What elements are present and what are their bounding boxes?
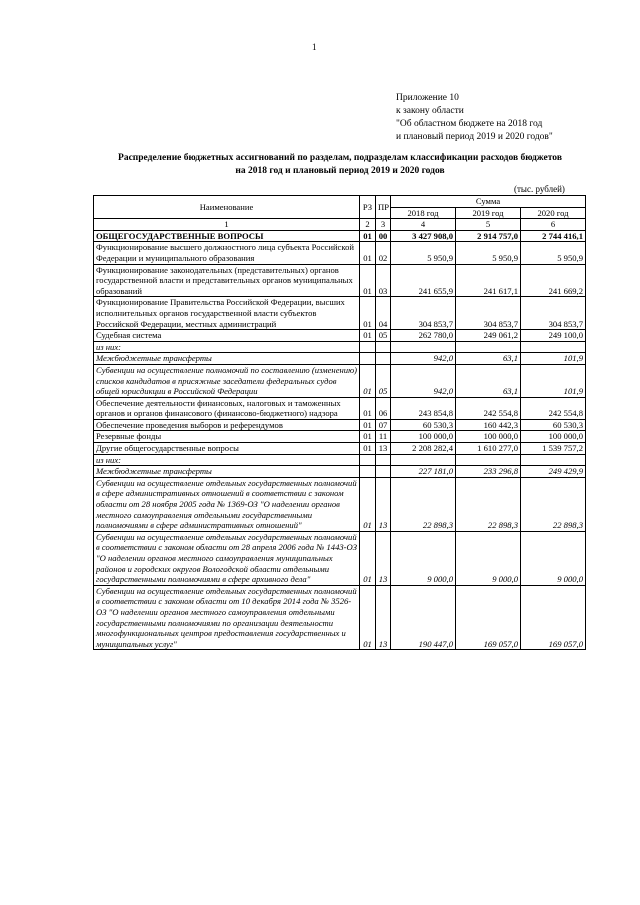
header-sum: Сумма [391, 196, 586, 208]
row-rz: 01 [360, 297, 376, 330]
row-value-2018: 100 000,0 [391, 431, 456, 443]
row-name: Межбюджетные трансферты [94, 353, 360, 365]
row-pr: 00 [376, 230, 391, 242]
row-value-2020 [521, 341, 586, 353]
row-value-2018 [391, 341, 456, 353]
row-value-2019: 63,1 [456, 364, 521, 397]
table-row [94, 364, 586, 397]
row-pr: 11 [376, 431, 391, 443]
table-row [94, 341, 586, 353]
row-value-2019: 242 554,8 [456, 397, 521, 419]
row-value-2020: 241 669,2 [521, 264, 586, 297]
row-value-2019 [456, 341, 521, 353]
header-rz: РЗ [360, 196, 376, 219]
row-pr [376, 466, 391, 478]
row-value-2020: 249 100,0 [521, 330, 586, 342]
table-row [94, 431, 586, 443]
row-pr: 02 [376, 242, 391, 264]
header-year-2019: 2019 год [456, 207, 521, 219]
table-row [94, 330, 586, 342]
row-value-2019: 9 000,0 [456, 531, 521, 585]
index-cell: 6 [521, 219, 586, 231]
row-rz: 01 [360, 477, 376, 531]
row-rz [360, 353, 376, 365]
row-name: Резервные фонды [94, 431, 360, 443]
row-rz: 01 [360, 230, 376, 242]
page-number: 1 [312, 42, 317, 52]
table-row [94, 585, 586, 650]
row-rz: 01 [360, 431, 376, 443]
row-pr: 04 [376, 297, 391, 330]
table-row [94, 477, 586, 531]
row-name: Обеспечение деятельности финансовых, налоговых и таможенных органов и органов финансового (финансово-бюджетного) надзора [94, 397, 360, 419]
row-value-2020 [521, 454, 586, 466]
row-pr [376, 353, 391, 365]
row-rz [360, 454, 376, 466]
row-value-2019: 1 610 277,0 [456, 443, 521, 455]
row-rz: 01 [360, 364, 376, 397]
annex-line: и плановый период 2019 и 2020 годов" [396, 132, 553, 142]
row-value-2019: 160 442,3 [456, 419, 521, 431]
row-name: Другие общегосударственные вопросы [94, 443, 360, 455]
row-rz: 01 [360, 330, 376, 342]
row-value-2020: 22 898,3 [521, 477, 586, 531]
table-row [94, 397, 586, 419]
row-name: Субвенции на осуществление отдельных государственных полномочий в сфере административных отношений в соответствии с законом области от 28 ноября 2005 года № 1369-ОЗ "О наделении органов местного самоуправления отдельными государственными полномочиями в сфере административных отношений" [94, 477, 360, 531]
row-name: из них: [94, 341, 360, 353]
annex-line: Приложение 10 [396, 93, 459, 103]
row-value-2018: 2 208 282,4 [391, 443, 456, 455]
row-value-2020: 2 744 416,1 [521, 230, 586, 242]
row-rz: 01 [360, 419, 376, 431]
document-title [60, 152, 620, 177]
row-value-2018: 262 780,0 [391, 330, 456, 342]
index-cell: 4 [391, 219, 456, 231]
row-pr: 07 [376, 419, 391, 431]
index-cell: 1 [94, 219, 360, 231]
row-value-2018 [391, 454, 456, 466]
annex-line: к закону области [396, 106, 464, 116]
row-value-2019: 100 000,0 [456, 431, 521, 443]
row-value-2020: 9 000,0 [521, 531, 586, 585]
table-row [94, 454, 586, 466]
row-pr: 05 [376, 330, 391, 342]
row-value-2020: 169 057,0 [521, 585, 586, 650]
row-value-2019: 22 898,3 [456, 477, 521, 531]
row-rz: 01 [360, 531, 376, 585]
table-row [94, 264, 586, 297]
row-name: Функционирование законодательных (представительных) органов государственной власти и представительных органов муниципальных образований [94, 264, 360, 297]
row-value-2019: 304 853,7 [456, 297, 521, 330]
row-name: Субвенции на осуществление отдельных государственных полномочий в соответствии с законом области от 28 апреля 2006 года № 1443-ОЗ "О наделении органов местного самоуправления муниципальных районов и городских округов Вологодской области отдельными государственными полномочиями в сфере архивного дела" [94, 531, 360, 585]
row-pr [376, 454, 391, 466]
row-value-2019: 5 950,9 [456, 242, 521, 264]
row-value-2020: 100 000,0 [521, 431, 586, 443]
row-pr: 13 [376, 531, 391, 585]
row-rz [360, 341, 376, 353]
units-label: (тыс. рублей) [514, 184, 565, 194]
row-name: Субвенции на осуществление отдельных государственных полномочий в соответствии с законом области от 10 декабря 2014 года № 3526-ОЗ "О наделении органов местного самоуправления отдельными государственными полномочиями по организации деятельности многофункциональных центров предоставления государственных и муниципальных услуг" [94, 585, 360, 650]
row-value-2019: 249 061,2 [456, 330, 521, 342]
row-value-2019: 233 296,8 [456, 466, 521, 478]
row-value-2020: 1 539 757,2 [521, 443, 586, 455]
row-value-2018: 942,0 [391, 364, 456, 397]
row-value-2018: 942,0 [391, 353, 456, 365]
row-value-2020: 304 853,7 [521, 297, 586, 330]
row-name: Обеспечение проведения выборов и референдумов [94, 419, 360, 431]
row-value-2020: 249 429,9 [521, 466, 586, 478]
header-year-2018: 2018 год [391, 207, 456, 219]
index-cell: 2 [360, 219, 376, 231]
row-value-2018: 5 950,9 [391, 242, 456, 264]
row-value-2018: 190 447,0 [391, 585, 456, 650]
row-rz: 01 [360, 397, 376, 419]
row-pr: 13 [376, 585, 391, 650]
row-rz: 01 [360, 264, 376, 297]
table-row [94, 419, 586, 431]
index-cell: 3 [376, 219, 391, 231]
table-row [94, 466, 586, 478]
annex-line: "Об областном бюджете на 2018 год [396, 119, 543, 129]
row-value-2020: 5 950,9 [521, 242, 586, 264]
row-value-2018: 243 854,8 [391, 397, 456, 419]
header-name: Наименование [94, 196, 360, 219]
row-pr: 13 [376, 443, 391, 455]
row-value-2020: 101,9 [521, 353, 586, 365]
row-value-2018: 241 655,9 [391, 264, 456, 297]
title-line: на 2018 год и плановый период 2019 и 2020 годов [235, 165, 445, 176]
header-pr: ПР [376, 196, 391, 219]
row-name: Функционирование высшего должностного лица субъекта Российской Федерации и муниципального образования [94, 242, 360, 264]
table-row [94, 230, 586, 242]
row-value-2018: 227 181,0 [391, 466, 456, 478]
row-rz: 01 [360, 443, 376, 455]
row-value-2018: 60 530,3 [391, 419, 456, 431]
row-value-2019: 63,1 [456, 353, 521, 365]
row-name: Функционирование Правительства Российской Федерации, высших исполнительных органов государственной власти субъектов Российской Федерации, местных администраций [94, 297, 360, 330]
row-pr [376, 341, 391, 353]
annex-block [396, 92, 553, 144]
row-pr: 06 [376, 397, 391, 419]
budget-table [93, 195, 586, 650]
row-name: Субвенции на осуществление полномочий по составлению (изменению) списков кандидатов в присяжные заседатели федеральных судов общей юрисдикции в Российской Федерации [94, 364, 360, 397]
row-value-2020: 60 530,3 [521, 419, 586, 431]
row-value-2018: 22 898,3 [391, 477, 456, 531]
table-row [94, 297, 586, 330]
row-value-2019: 2 914 757,0 [456, 230, 521, 242]
row-value-2019: 169 057,0 [456, 585, 521, 650]
row-value-2019 [456, 454, 521, 466]
row-rz: 01 [360, 585, 376, 650]
index-cell: 5 [456, 219, 521, 231]
column-index-row [94, 219, 586, 231]
table-row [94, 353, 586, 365]
table-row [94, 531, 586, 585]
title-line: Распределение бюджетных ассигнований по разделам, подразделам классификации расходов бюджетов [118, 153, 562, 163]
row-name: ОБЩЕГОСУДАРСТВЕННЫЕ ВОПРОСЫ [94, 230, 360, 242]
table-row [94, 443, 586, 455]
row-pr: 05 [376, 364, 391, 397]
row-rz [360, 466, 376, 478]
row-value-2020: 101,9 [521, 364, 586, 397]
row-name: из них: [94, 454, 360, 466]
row-pr: 03 [376, 264, 391, 297]
row-name: Межбюджетные трансферты [94, 466, 360, 478]
row-rz: 01 [360, 242, 376, 264]
row-value-2020: 242 554,8 [521, 397, 586, 419]
row-pr: 13 [376, 477, 391, 531]
row-value-2019: 241 617,1 [456, 264, 521, 297]
row-name: Судебная система [94, 330, 360, 342]
row-value-2018: 304 853,7 [391, 297, 456, 330]
table-row [94, 242, 586, 264]
row-value-2018: 9 000,0 [391, 531, 456, 585]
header-year-2020: 2020 год [521, 207, 586, 219]
row-value-2018: 3 427 908,0 [391, 230, 456, 242]
